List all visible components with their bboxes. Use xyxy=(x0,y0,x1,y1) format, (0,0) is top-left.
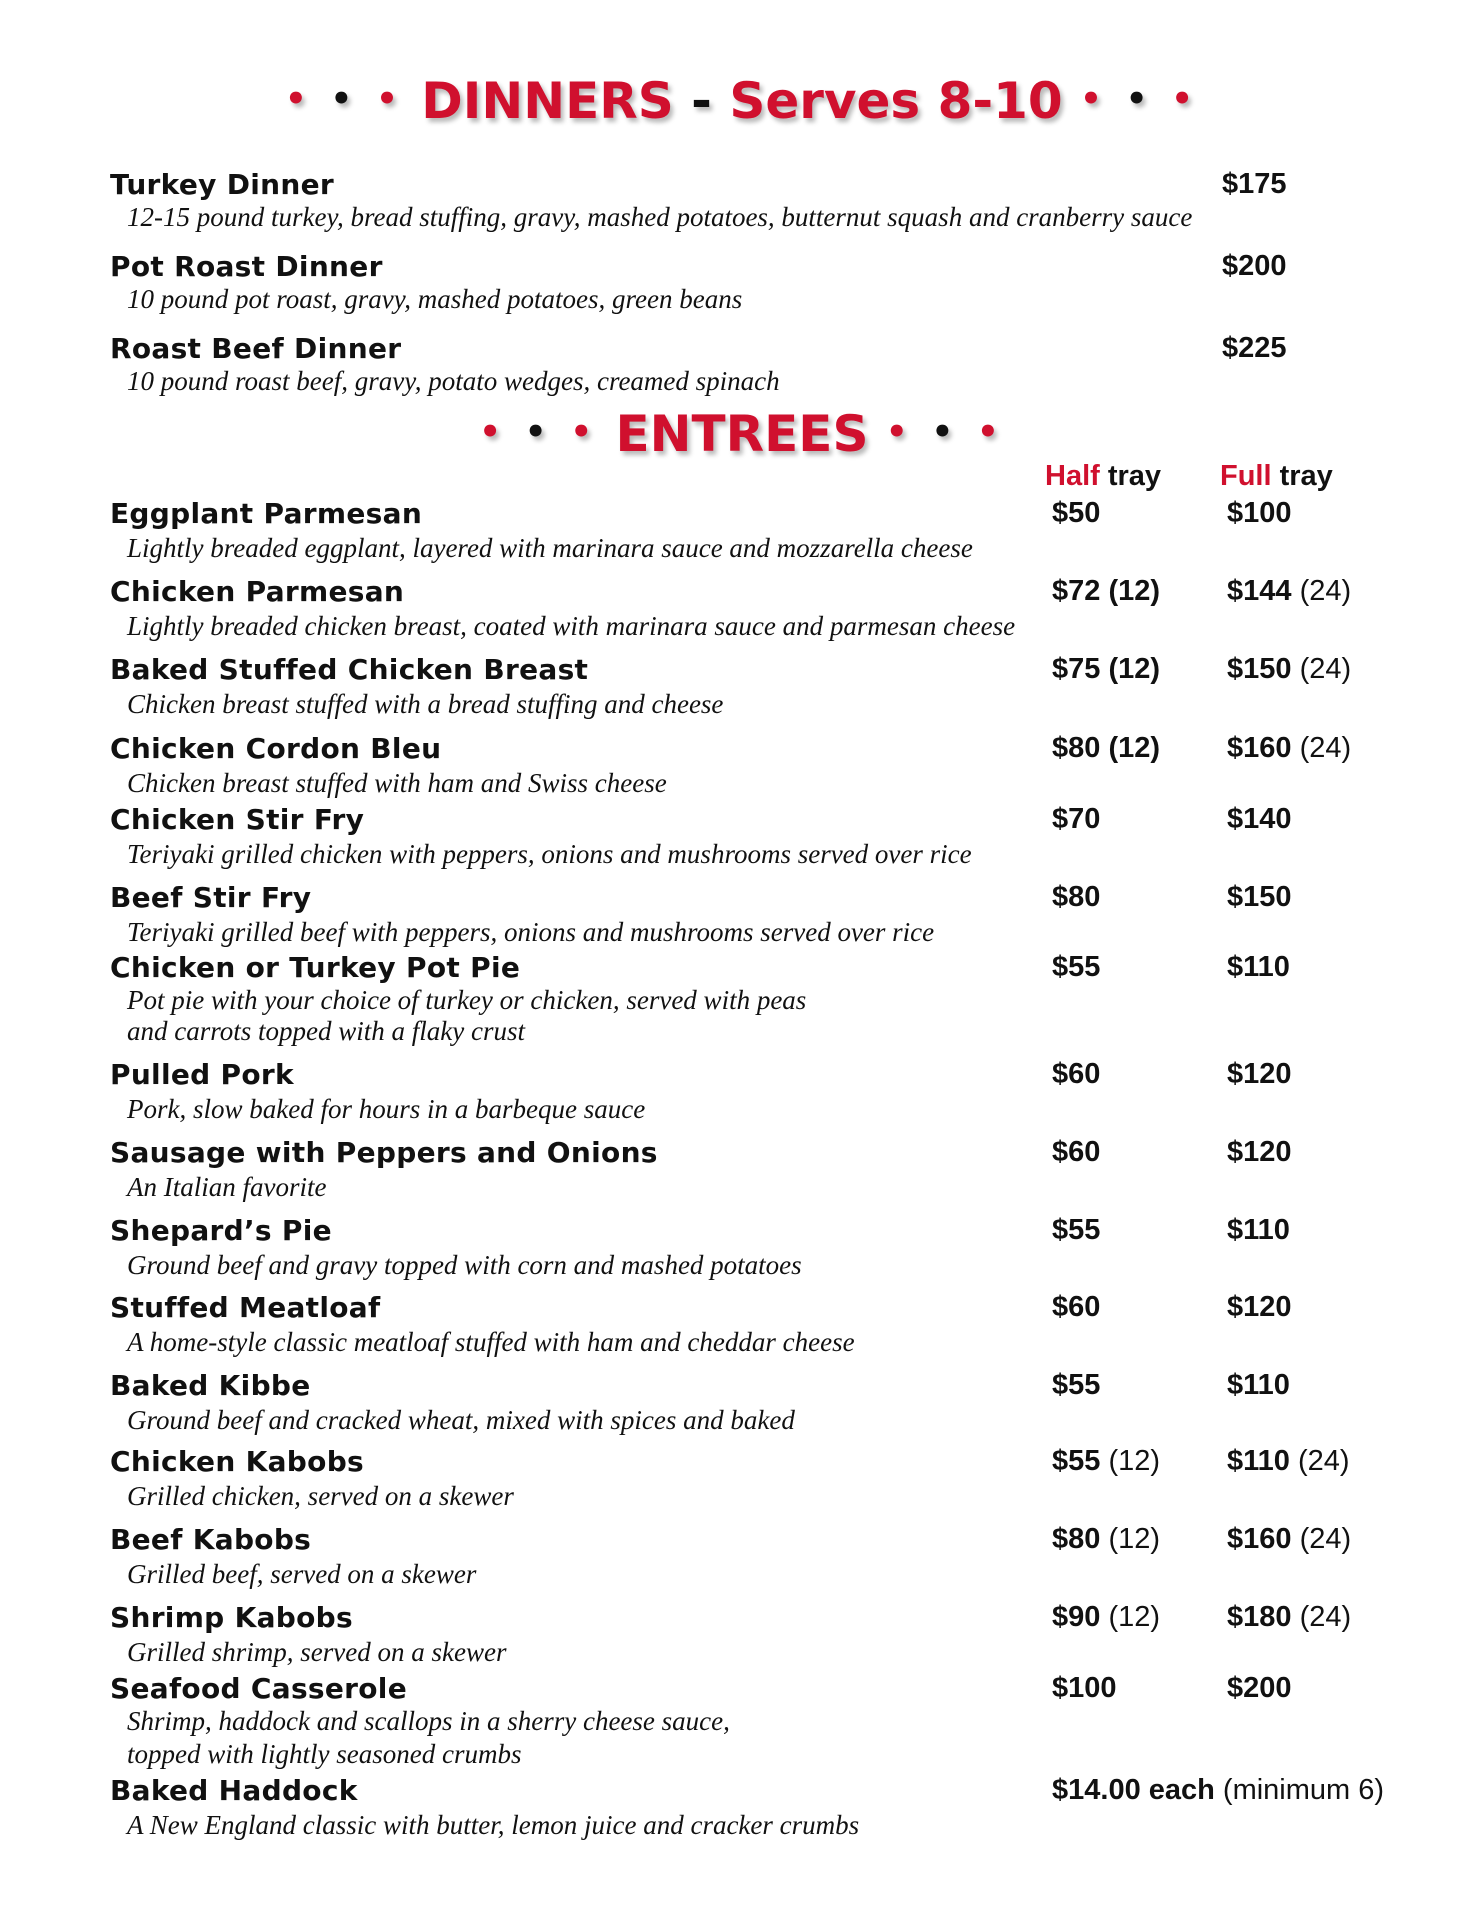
half-price: $70 xyxy=(1052,803,1101,835)
tray-label: tray xyxy=(1107,460,1162,492)
item-name: Stuffed Meatloaf xyxy=(110,1291,381,1324)
entrees-heading xyxy=(0,405,1484,463)
full-price: $120 xyxy=(1227,1136,1292,1168)
half-price: $55 xyxy=(1052,951,1101,983)
item-description: Shrimp, haddock and scallops in a sherry cheese sauce, xyxy=(127,1706,730,1736)
half-price: $55 xyxy=(1052,1214,1101,1246)
item-name: Pulled Pork xyxy=(110,1058,294,1091)
item-description: A New England classic with butter, lemon juice and cracker crumbs xyxy=(127,1810,860,1840)
half-price: $72 (12) xyxy=(1052,575,1161,607)
item-price: $200 xyxy=(1222,250,1287,282)
half-price: $80 xyxy=(1052,881,1101,913)
item-name: Eggplant Parmesan xyxy=(110,497,423,530)
item-description: Teriyaki grilled chicken with peppers, onions and mushrooms served over rice xyxy=(127,839,972,869)
half-price: $50 xyxy=(1052,497,1101,529)
half-tray-header xyxy=(1045,460,1161,493)
tray-label: tray xyxy=(1279,460,1333,492)
full-price: $120 xyxy=(1227,1291,1292,1323)
full-label: Full xyxy=(1220,460,1272,492)
full-price: $140 xyxy=(1227,803,1292,835)
item-price: $225 xyxy=(1222,332,1287,364)
full-price: $200 xyxy=(1227,1672,1292,1704)
dinners-title: DINNERS xyxy=(421,72,674,130)
item-description: Ground beef and gravy topped with corn and mashed potatoes xyxy=(127,1250,802,1280)
half-price: $90 (12) xyxy=(1052,1601,1161,1633)
item-description-line2: and carrots topped with a flaky crust xyxy=(127,1016,525,1046)
item-description: Ground beef and cracked wheat, mixed with spices and baked xyxy=(127,1405,795,1435)
half-label: Half xyxy=(1045,460,1100,492)
item-description: Pot pie with your choice of turkey or chicken, served with peas xyxy=(127,985,807,1015)
item-name: Chicken or Turkey Pot Pie xyxy=(110,951,521,984)
full-price: $110 (24) xyxy=(1227,1445,1350,1477)
item-description: 12-15 pound turkey, bread stuffing, gravy, mashed potatoes, butternut squash and cranberry sauce xyxy=(127,202,1193,232)
item-name: Chicken Cordon Bleu xyxy=(110,732,442,765)
half-price: $100 xyxy=(1052,1672,1117,1704)
half-price: $60 xyxy=(1052,1291,1101,1323)
full-price: $160 (24) xyxy=(1227,732,1352,764)
item-name: Sausage with Peppers and Onions xyxy=(110,1136,658,1169)
item-description: Lightly breaded chicken breast, coated with marinara sauce and parmesan cheese xyxy=(127,611,1016,641)
item-description: Chicken breast stuffed with ham and Swiss cheese xyxy=(127,768,667,798)
full-price: $110 xyxy=(1227,951,1290,983)
decorative-dots: • • • xyxy=(1080,79,1200,119)
title-separator: - xyxy=(691,72,712,130)
item-description: Grilled chicken, served on a skewer xyxy=(127,1481,514,1511)
item-description: Chicken breast stuffed with a bread stuffing and cheese xyxy=(127,689,724,719)
full-price: $144 (24) xyxy=(1227,575,1352,607)
item-name: Shrimp Kabobs xyxy=(110,1601,353,1634)
item-description: A home-style classic meatloaf stuffed with ham and cheddar cheese xyxy=(127,1327,855,1357)
full-price: $150 xyxy=(1227,881,1292,913)
item-description: Lightly breaded eggplant, layered with marinara sauce and mozzarella cheese xyxy=(127,533,973,563)
dinners-subtitle: Serves 8-10 xyxy=(729,72,1063,130)
item-description: Grilled shrimp, served on a skewer xyxy=(127,1637,507,1667)
full-price: $100 xyxy=(1227,497,1292,529)
item-name: Baked Stuffed Chicken Breast xyxy=(110,653,589,686)
item-description: Grilled beef, served on a skewer xyxy=(127,1559,477,1589)
item-name: Shepard’s Pie xyxy=(110,1214,332,1247)
half-price: $55 xyxy=(1052,1369,1101,1401)
half-price: $80 (12) xyxy=(1052,732,1161,764)
item-name: Roast Beef Dinner xyxy=(110,332,402,365)
item-name: Beef Kabobs xyxy=(110,1523,312,1556)
half-price: $60 xyxy=(1052,1058,1101,1090)
item-name: Chicken Parmesan xyxy=(110,575,405,608)
full-price: $180 (24) xyxy=(1227,1601,1352,1633)
half-price: $55 (12) xyxy=(1052,1445,1161,1477)
decorative-dots: • • • xyxy=(885,412,1005,452)
item-description: Pork, slow baked for hours in a barbeque sauce xyxy=(127,1094,646,1124)
full-price: $160 (24) xyxy=(1227,1523,1352,1555)
item-name: Chicken Kabobs xyxy=(110,1445,364,1478)
item-name: Pot Roast Dinner xyxy=(110,250,383,283)
item-name: Turkey Dinner xyxy=(110,168,335,201)
item-description-line2: topped with lightly seasoned crumbs xyxy=(127,1739,522,1769)
item-name: Seafood Casserole xyxy=(110,1672,407,1705)
full-tray-header xyxy=(1220,460,1333,493)
entrees-title: ENTREES xyxy=(615,405,869,463)
decorative-dots: • • • xyxy=(479,412,599,452)
item-name: Beef Stir Fry xyxy=(110,881,312,914)
item-name: Baked Kibbe xyxy=(110,1369,311,1402)
full-price: $110 xyxy=(1227,1369,1290,1401)
each-price: $14.00 each (minimum 6) xyxy=(1052,1774,1385,1806)
item-name: Chicken Stir Fry xyxy=(110,803,365,836)
full-price: $120 xyxy=(1227,1058,1292,1090)
item-description: 10 pound pot roast, gravy, mashed potatoes, green beans xyxy=(127,284,743,314)
item-price: $175 xyxy=(1222,168,1287,200)
dinners-heading xyxy=(0,72,1484,130)
item-description: Teriyaki grilled beef with peppers, onions and mushrooms served over rice xyxy=(127,917,935,947)
full-price: $110 xyxy=(1227,1214,1290,1246)
half-price: $75 (12) xyxy=(1052,653,1161,685)
decorative-dots: • • • xyxy=(284,79,404,119)
item-description: An Italian favorite xyxy=(127,1172,327,1202)
half-price: $80 (12) xyxy=(1052,1523,1161,1555)
item-name: Baked Haddock xyxy=(110,1774,358,1807)
half-price: $60 xyxy=(1052,1136,1101,1168)
item-description: 10 pound roast beef, gravy, potato wedges, creamed spinach xyxy=(127,366,780,396)
full-price: $150 (24) xyxy=(1227,653,1352,685)
